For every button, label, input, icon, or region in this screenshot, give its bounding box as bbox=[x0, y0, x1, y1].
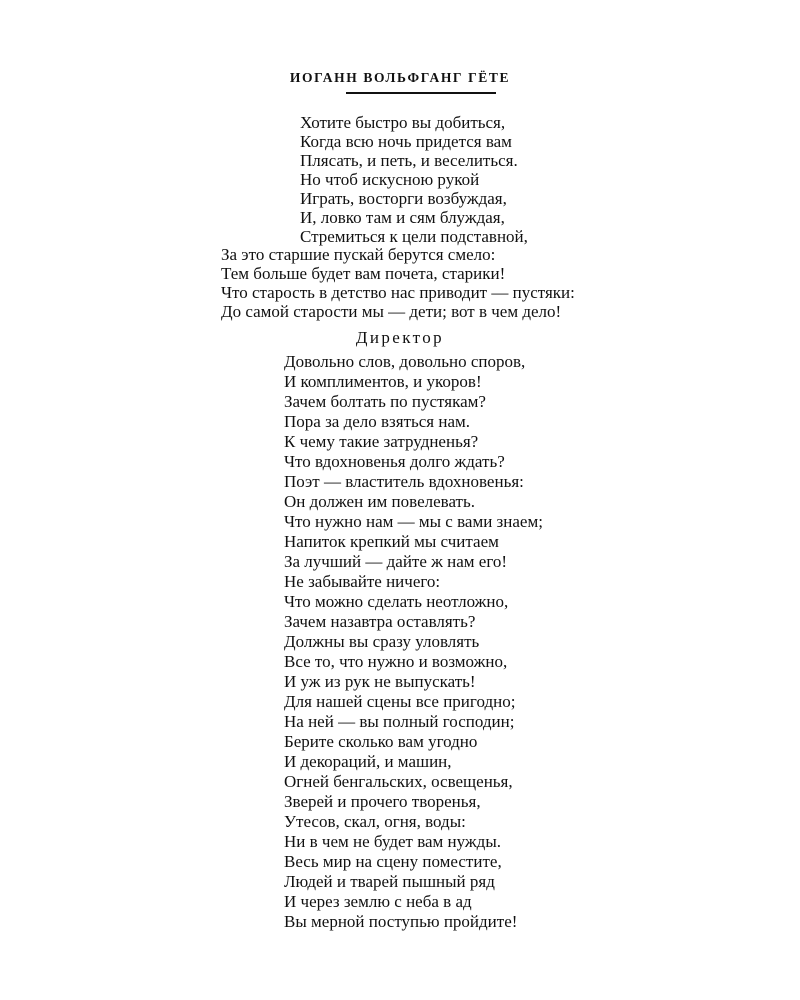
stanza-2 bbox=[221, 245, 575, 321]
verse-line: И уж из рук не выпускать! bbox=[284, 672, 476, 691]
verse-line: Весь мир на сцену поместите, bbox=[284, 852, 502, 871]
verse-line: Поэт — властитель вдохновенья: bbox=[284, 472, 524, 491]
speaker-name: Директор bbox=[355, 328, 445, 347]
header-rule bbox=[346, 92, 496, 94]
verse-line: Тем больше будет вам почета, старики! bbox=[221, 264, 506, 283]
verse-line: Пора за дело взяться нам. bbox=[284, 412, 471, 431]
verse-line: Зачем болтать по пустякам? bbox=[284, 392, 486, 411]
verse-line: Людей и тварей пышный ряд bbox=[284, 872, 495, 891]
verse-line: Вы мерной поступью пройдите! bbox=[284, 912, 518, 931]
verse-line: Играть, восторги возбуждая, bbox=[300, 189, 507, 208]
verse-line: Когда всю ночь придется вам bbox=[300, 132, 512, 151]
verse-line: За это старшие пускай берутся смело: bbox=[221, 245, 496, 264]
verse-line: Для нашей сцены все пригодно; bbox=[284, 692, 516, 711]
verse-line: И комплиментов, и укоров! bbox=[284, 372, 482, 391]
running-head: ИОГАНН ВОЛЬФГАНГ ГЁТЕ bbox=[289, 70, 511, 85]
verse-line: Стремиться к цели подставной, bbox=[300, 227, 528, 246]
stanza-3 bbox=[284, 352, 543, 932]
verse-line: Не забывайте ничего: bbox=[284, 572, 441, 591]
verse-line: Должны вы сразу уловлять bbox=[284, 632, 480, 651]
verse-line: Что можно сделать неотложно, bbox=[284, 592, 509, 611]
verse-line: Хотите быстро вы добиться, bbox=[300, 113, 506, 132]
verse-line: Он должен им повелевать. bbox=[284, 492, 475, 511]
stanza-1 bbox=[300, 113, 528, 246]
verse-line: Что вдохновенья долго ждать? bbox=[284, 452, 505, 471]
verse-line: Берите сколько вам угодно bbox=[284, 732, 478, 751]
verse-line: За лучший — дайте ж нам его! bbox=[284, 552, 508, 571]
verse-line: Что нужно нам — мы с вами знаем; bbox=[284, 512, 543, 531]
verse-line: Довольно слов, довольно споров, bbox=[284, 352, 526, 371]
verse-line: На ней — вы полный господин; bbox=[284, 712, 515, 731]
verse-line: Утесов, скал, огня, воды: bbox=[284, 812, 466, 831]
verse-line: Что старость в детство нас приводит — пустяки: bbox=[221, 283, 575, 302]
verse-line: Зачем назавтра оставлять? bbox=[284, 612, 476, 631]
verse-line: К чему такие затрудненья? bbox=[284, 432, 479, 451]
verse-line: До самой старости мы — дети; вот в чем дело! bbox=[221, 302, 562, 321]
verse-line: Огней бенгальских, освещенья, bbox=[284, 772, 513, 791]
verse-line: Напиток крепкий мы считаем bbox=[284, 532, 499, 551]
verse-line: Но чтоб искусною рукой bbox=[300, 170, 480, 189]
verse-line: Плясать, и петь, и веселиться. bbox=[300, 151, 518, 170]
verse-line: Все то, что нужно и возможно, bbox=[284, 652, 508, 671]
verse-line: Зверей и прочего творенья, bbox=[284, 792, 481, 811]
verse-line: И через землю с неба в ад bbox=[284, 892, 472, 911]
verse-line: И декораций, и машин, bbox=[284, 752, 452, 771]
verse-line: Ни в чем не будет вам нужды. bbox=[284, 832, 501, 851]
verse-line: И, ловко там и сям блуждая, bbox=[300, 208, 505, 227]
